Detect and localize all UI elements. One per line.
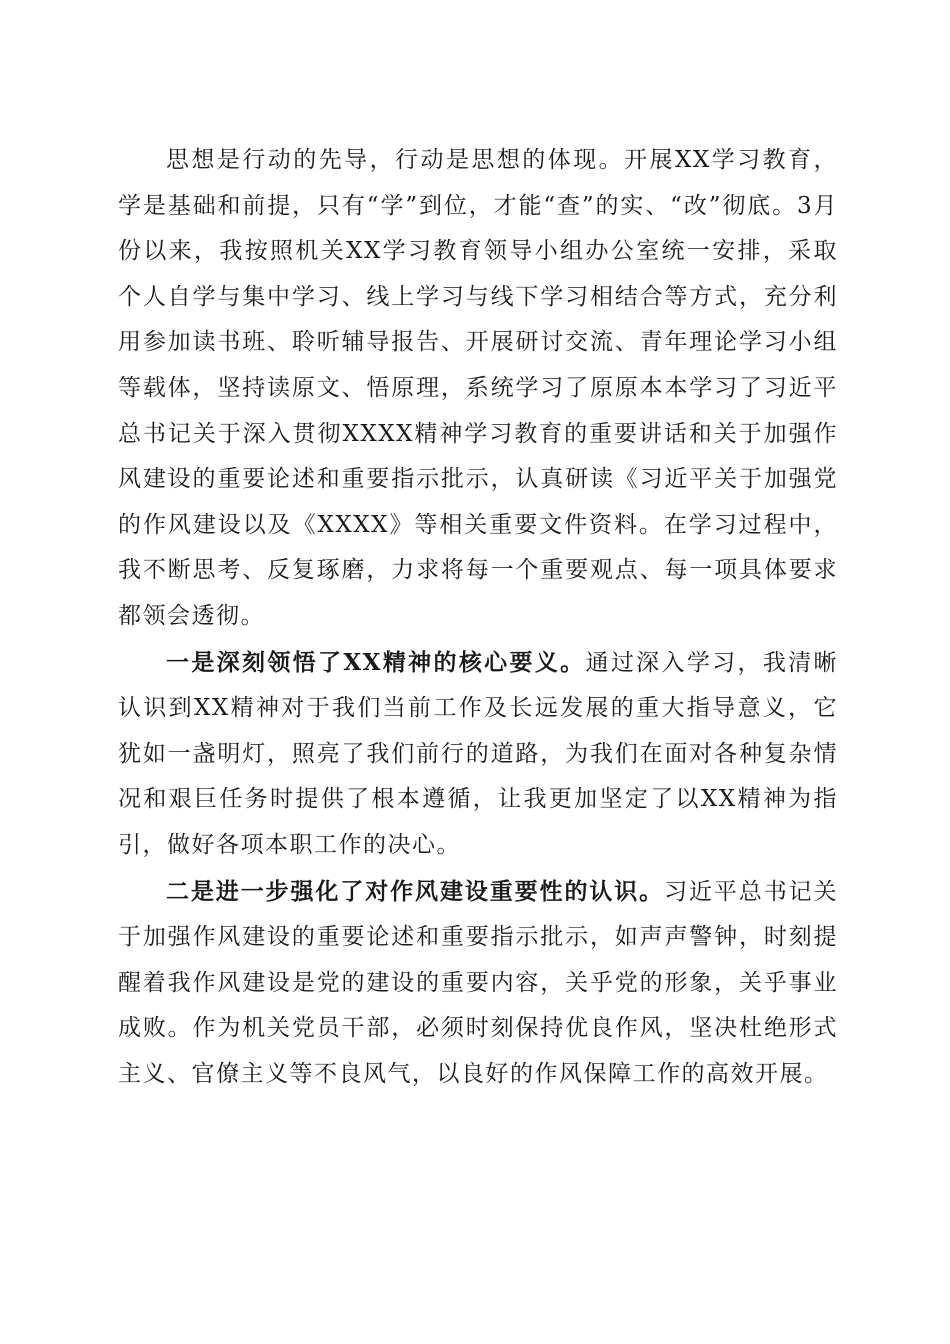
document-body [118,138,838,1097]
paragraph-point-one-heading: 一是深刻领悟了XX精神的核心要义。 [166,648,586,676]
paragraph-intro [118,138,838,640]
paragraph-point-two-text: 习近平总书记关于加强作风建设的重要论述和重要指示批示，如声声警钟，时刻提醒着我作风建设是党的建设的重要内容，关乎党的形象，关乎事业成败。作为机关党员干部，必须时刻保持优良作风，坚决杜绝形式主义、官僚主义等不良风气，以良好的作风保障工作的高效开展。 [118,878,839,1087]
paragraph-intro-text: 思想是行动的先导，行动是思想的体现。开展XX学习教育，学是基础和前提，只有“学”到位，才能“查”的实、“改”彻底。3月份以来，我按照机关XX学习教育领导小组办公室统一安排，采取个人自学与集中学习、线上学习与线下学习相结合等方式，充分利用参加读书班、聆听辅导报告、开展研讨交流、青年理论学习小组等载体，坚持读原文、悟原理，系统学习了原原本本学习了习近平总书记关于深入贯彻XXXX精神学习教育的重要讲话和关于加强作风建设的重要论述和重要指示批示，认真研读《习近平关于加强党的作风建设以及《XXXX》等相关重要文件资料。在学习过程中，我不断思考、反复琢磨，力求将每一个重要观点、每一项具体要求都领会透彻。 [118,147,838,629]
paragraph-point-one-text: 通过深入学习，我清晰认识到XX精神对于我们当前工作及长远发展的重大指导意义，它犹如一盏明灯，照亮了我们前行的道路，为我们在面对各种复杂情况和艰巨任务时提供了根本遵循，让我更加坚定了以XX精神为指引，做好各项本职工作的决心。 [118,649,839,858]
paragraph-point-one [118,640,838,869]
paragraph-point-two [118,869,838,1098]
paragraph-point-two-heading: 二是进一步强化了对作风建设重要性的认识。 [166,877,665,905]
